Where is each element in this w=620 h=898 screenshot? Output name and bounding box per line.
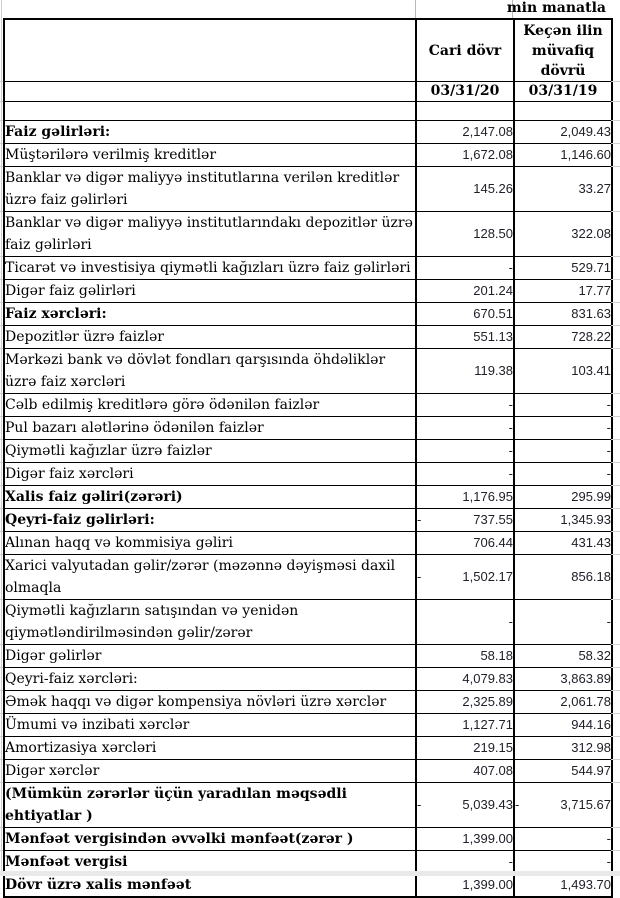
worksheet-gridline: [611, 827, 620, 828]
value-current: 706.44: [416, 532, 514, 555]
value-previous: -: [514, 440, 612, 463]
row-label: Xalis faiz gəliri(zərəri): [4, 486, 416, 509]
table-row: [4, 760, 612, 783]
value-current: 1,127.71: [416, 714, 514, 737]
value-previous: 944.16: [514, 714, 612, 737]
row-label: Alınan haqq və kommisiya gəliri: [4, 532, 416, 555]
value-previous: -: [514, 828, 612, 851]
worksheet-gridline: [0, 713, 3, 714]
row-label: Banklar və digər maliyyə institutlarına verilən kreditlər üzrə faiz gəlirləri: [4, 167, 416, 212]
worksheet-gridline: [611, 554, 620, 555]
worksheet-gridline: [0, 599, 3, 600]
row-label: Digər faiz xərcləri: [4, 463, 416, 486]
worksheet-gridline: [0, 393, 3, 394]
value-previous: 33.27: [514, 167, 612, 212]
value-current: 1,399.00: [416, 874, 514, 898]
row-label: Mərkəzi bank və dövlət fondları qarşısında öhdəliklər üzrə faiz xərcləri: [4, 349, 416, 394]
value-current: 551.13: [416, 326, 514, 349]
worksheet-gridline: [611, 667, 620, 668]
value-previous: 1,493.70: [514, 874, 612, 898]
row-label: Banklar və digər maliyyə institutlarındakı depozitlər üzrə faiz gəlirləri: [4, 212, 416, 257]
worksheet-gridline: [0, 485, 3, 486]
value-number: 1,502.17: [462, 569, 513, 584]
value-number: 737.55: [473, 512, 513, 527]
table-row: [4, 417, 612, 440]
row-label: Qiymətli kağızların satışından və yenidən qiymətləndirilməsindən gəlir/zərər: [4, 600, 416, 645]
value-previous: 58.32: [514, 645, 612, 668]
table-row: [4, 668, 612, 691]
row-label: Qeyri-faiz gəlirləri:: [4, 509, 416, 532]
value-previous: 544.97: [514, 760, 612, 783]
worksheet-gridline: [611, 143, 620, 144]
worksheet-gridline: [0, 644, 3, 645]
value-current: 670.51: [416, 303, 514, 326]
table-row: [4, 349, 612, 394]
units-row: [3, 0, 611, 18]
table-row: [4, 121, 612, 144]
value-previous: 2,049.43: [514, 121, 612, 144]
value-current: [416, 783, 514, 828]
row-label: Faiz xərcləri:: [4, 303, 416, 326]
table-row: [4, 828, 612, 851]
table-row: [4, 144, 612, 167]
table-row: [4, 212, 612, 257]
worksheet-gridline: [0, 782, 3, 783]
dates-row: [4, 82, 612, 102]
value-current: -: [416, 851, 514, 874]
worksheet-gridline: [611, 393, 620, 394]
table-row: [4, 486, 612, 509]
worksheet-gridline: [0, 531, 3, 532]
row-label: Qeyri-faiz xərcləri:: [4, 668, 416, 691]
value-current: 1,672.08: [416, 144, 514, 167]
worksheet-gridline: [0, 827, 3, 828]
value-previous: -: [514, 600, 612, 645]
value-current: 128.50: [416, 212, 514, 257]
table-row: [4, 737, 612, 760]
worksheet-gridline: [611, 166, 620, 167]
worksheet-gridline: [611, 599, 620, 600]
value-previous: 856.18: [514, 555, 612, 600]
value-current: 1,399.00: [416, 828, 514, 851]
worksheet-gridline: [611, 211, 620, 212]
spacer-row: [4, 102, 612, 121]
value-previous: -: [514, 417, 612, 440]
value-current: 58.18: [416, 645, 514, 668]
row-label: Ümumi və inzibati xərclər: [4, 714, 416, 737]
table-row: [4, 714, 612, 737]
value-current: [416, 555, 514, 600]
row-label: Müştərilərə verilmiş kreditlər: [4, 144, 416, 167]
value-current: 145.26: [416, 167, 514, 212]
table-header-body: [4, 19, 612, 121]
worksheet-gridline: [611, 256, 620, 257]
table-row: [4, 280, 612, 303]
value-previous: 295.99: [514, 486, 612, 509]
worksheet-gridline: [0, 554, 3, 555]
value-previous: 1,345.93: [514, 509, 612, 532]
table-row: [4, 167, 612, 212]
worksheet-gridline: [0, 690, 3, 691]
worksheet-gridline: [0, 101, 3, 102]
worksheet-gridline: [611, 644, 620, 645]
value-current: -: [416, 394, 514, 417]
table-row: [4, 783, 612, 828]
table-row: [4, 600, 612, 645]
units-label: min manatla: [506, 0, 606, 16]
value-number: 3,715.67: [560, 797, 611, 812]
worksheet-gridline: [0, 256, 3, 257]
table-row: [4, 257, 612, 280]
negative-sign: -: [417, 569, 422, 584]
worksheet-gridline: [0, 120, 3, 121]
worksheet-gridline: [611, 531, 620, 532]
worksheet-gridline: [0, 736, 3, 737]
value-previous: 431.43: [514, 532, 612, 555]
value-current: -: [416, 440, 514, 463]
negative-sign: -: [515, 797, 520, 812]
row-label: Digər faiz gəlirləri: [4, 280, 416, 303]
table-row: [4, 874, 612, 898]
table-body: [4, 121, 612, 898]
value-number: 5,039.43: [462, 797, 513, 812]
table-row: [4, 463, 612, 486]
row-label: Dövr üzrə xalis mənfəət: [4, 874, 416, 898]
worksheet-gridline: [611, 325, 620, 326]
value-current: 407.08: [416, 760, 514, 783]
worksheet-gridline: [0, 211, 3, 212]
value-previous: 312.98: [514, 737, 612, 760]
value-previous: 1,146.60: [514, 144, 612, 167]
worksheet-gridline: [0, 348, 3, 349]
worksheet-gridline: [0, 302, 3, 303]
worksheet-gridline: [611, 782, 620, 783]
spacer-cell: [514, 102, 612, 121]
header-blank-cell: [4, 19, 416, 82]
value-current: -: [416, 463, 514, 486]
date-current: 03/31/20: [416, 82, 514, 102]
worksheet-gridline: [0, 462, 3, 463]
value-current: 4,079.83: [416, 668, 514, 691]
value-previous: 103.41: [514, 349, 612, 394]
footer-strip: [0, 871, 620, 876]
row-label: (Mümkün zərərlər üçün yaradılan məqsədli ehtiyatlar ): [4, 783, 416, 828]
worksheet-gridline: [0, 850, 3, 851]
column-header-previous: Keçən ilin müvafiq dövrü: [514, 19, 612, 82]
value-previous: 728.22: [514, 326, 612, 349]
worksheet-gridline: [415, 0, 416, 18]
worksheet-gridline: [611, 302, 620, 303]
worksheet-gridline: [611, 462, 620, 463]
value-previous: -: [514, 394, 612, 417]
table-row: [4, 555, 612, 600]
negative-sign: -: [417, 797, 422, 812]
row-label: Qiymətli kağızlar üzrə faizlər: [4, 440, 416, 463]
row-label: Digər xərclər: [4, 760, 416, 783]
spacer-cell: [4, 102, 416, 121]
worksheet-gridline: [0, 325, 3, 326]
table-row: [4, 326, 612, 349]
worksheet-gridline: [611, 713, 620, 714]
worksheet-gridline: [611, 439, 620, 440]
value-current: 201.24: [416, 280, 514, 303]
value-previous: 2,061.78: [514, 691, 612, 714]
value-current: [416, 509, 514, 532]
worksheet-gridline: [0, 166, 3, 167]
table-row: [4, 645, 612, 668]
dates-blank-cell: [4, 82, 416, 102]
header-row: [4, 19, 612, 82]
row-label: Amortizasiya xərcləri: [4, 737, 416, 760]
value-previous: 3,863.89: [514, 668, 612, 691]
worksheet-gridline: [611, 120, 620, 121]
spacer-cell: [416, 102, 514, 121]
worksheet-gridline: [1, 0, 2, 872]
row-label: Depozitlər üzrə faizlər: [4, 326, 416, 349]
value-previous: 529.71: [514, 257, 612, 280]
worksheet-gridline: [611, 759, 620, 760]
date-previous: 03/31/19: [514, 82, 612, 102]
row-label: Pul bazarı alətlərinə ödənilən faizlər: [4, 417, 416, 440]
row-label: Digər gəlirlər: [4, 645, 416, 668]
table-row: [4, 303, 612, 326]
row-label: Xarici valyutadan gəlir/zərər (məzənnə dəyişməsi daxil olmaqla: [4, 555, 416, 600]
worksheet-gridline: [0, 416, 3, 417]
worksheet-gridline: [0, 439, 3, 440]
worksheet-gridline: [611, 690, 620, 691]
table-row: [4, 440, 612, 463]
table-row: [4, 509, 612, 532]
negative-sign: -: [417, 512, 422, 527]
row-label: Mənfəət vergisi: [4, 851, 416, 874]
column-header-current: Cari dövr: [416, 19, 514, 82]
table-row: [4, 532, 612, 555]
table-row: [4, 691, 612, 714]
value-previous: -: [514, 851, 612, 874]
worksheet-gridline: [0, 667, 3, 668]
worksheet-gridline: [611, 279, 620, 280]
value-current: -: [416, 600, 514, 645]
row-label: Əmək haqqı və digər kompensiya növləri üzrə xərclər: [4, 691, 416, 714]
value-previous: -: [514, 463, 612, 486]
financial-table: [3, 18, 613, 898]
worksheet-gridline: [0, 508, 3, 509]
worksheet-gridline: [611, 485, 620, 486]
value-previous: 322.08: [514, 212, 612, 257]
worksheet-gridline: [0, 759, 3, 760]
value-previous: [514, 783, 612, 828]
worksheet-gridline: [611, 508, 620, 509]
worksheet-gridline: [611, 416, 620, 417]
worksheet-gridline: [0, 81, 3, 82]
row-label: Ticarət və investisiya qiymətli kağızları üzrə faiz gəlirləri: [4, 257, 416, 280]
row-label: Cəlb edilmiş kreditlərə görə ödənilən faizlər: [4, 394, 416, 417]
value-current: 2,325.89: [416, 691, 514, 714]
worksheet-gridline: [0, 143, 3, 144]
value-current: 219.15: [416, 737, 514, 760]
row-label: Faiz gəlirləri:: [4, 121, 416, 144]
value-current: 119.38: [416, 349, 514, 394]
value-current: -: [416, 257, 514, 280]
worksheet-gridline: [611, 736, 620, 737]
value-current: 2,147.08: [416, 121, 514, 144]
worksheet-gridline: [0, 279, 3, 280]
value-current: -: [416, 417, 514, 440]
value-current: 1,176.95: [416, 486, 514, 509]
value-previous: 17.77: [514, 280, 612, 303]
table-row: [4, 394, 612, 417]
value-previous: 831.63: [514, 303, 612, 326]
worksheet-gridline: [611, 348, 620, 349]
row-label: Mənfəət vergisindən əvvəlki mənfəət(zərər ): [4, 828, 416, 851]
worksheet-gridline: [611, 101, 620, 102]
worksheet-gridline: [611, 81, 620, 82]
worksheet-gridline: [611, 850, 620, 851]
